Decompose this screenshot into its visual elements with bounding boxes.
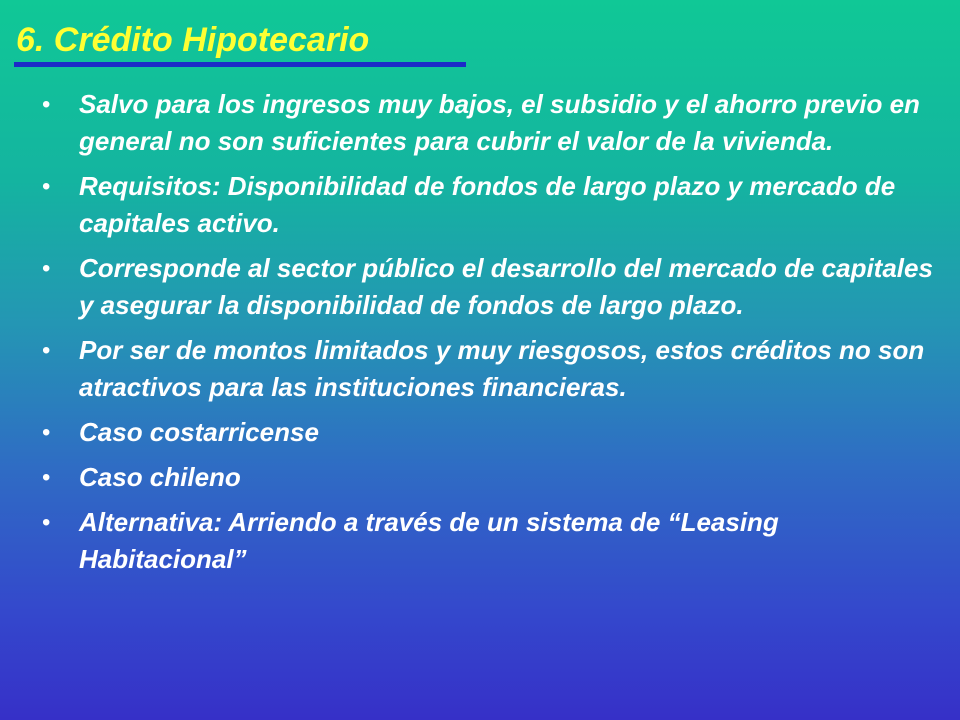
bullet-text: Requisitos: Disponibilidad de fondos de largo plazo y mercado de capitales activo. <box>79 171 896 238</box>
slide-title: 6. Crédito Hipotecario <box>16 21 370 59</box>
bullet-icon: • <box>42 509 51 536</box>
bullet-icon: • <box>42 464 51 491</box>
bullet-text: Caso chileno <box>79 462 241 492</box>
title-underline <box>14 62 466 67</box>
bullet-text: Por ser de montos limitados y muy riesgosos, estos créditos no son atractivos para las instituciones financieras. <box>79 335 925 402</box>
bullet-item-montos <box>42 332 942 406</box>
bullet-text: Caso costarricense <box>79 417 319 447</box>
bullet-item-caso-chileno <box>42 459 942 496</box>
bullet-icon: • <box>42 419 51 446</box>
bullet-item-alternativa <box>42 504 942 578</box>
bullet-text: Corresponde al sector público el desarrollo del mercado de capitales y asegurar la disponibilidad de fondos de largo plazo. <box>79 253 933 320</box>
bullet-item-sector-publico <box>42 250 942 324</box>
bullet-icon: • <box>42 255 51 282</box>
bullet-text: Alternativa: Arriendo a través de un sistema de “Leasing Habitacional” <box>79 507 779 574</box>
bullet-item-subsidio <box>42 86 942 160</box>
bullet-list <box>42 86 942 586</box>
bullet-icon: • <box>42 91 51 118</box>
bullet-text: Salvo para los ingresos muy bajos, el subsidio y el ahorro previo en general no son suficientes para cubrir el valor de la vivienda. <box>79 89 920 156</box>
bullet-icon: • <box>42 173 51 200</box>
bullet-item-caso-costarricense <box>42 414 942 451</box>
bullet-icon: • <box>42 337 51 364</box>
bullet-item-requisitos <box>42 168 942 242</box>
